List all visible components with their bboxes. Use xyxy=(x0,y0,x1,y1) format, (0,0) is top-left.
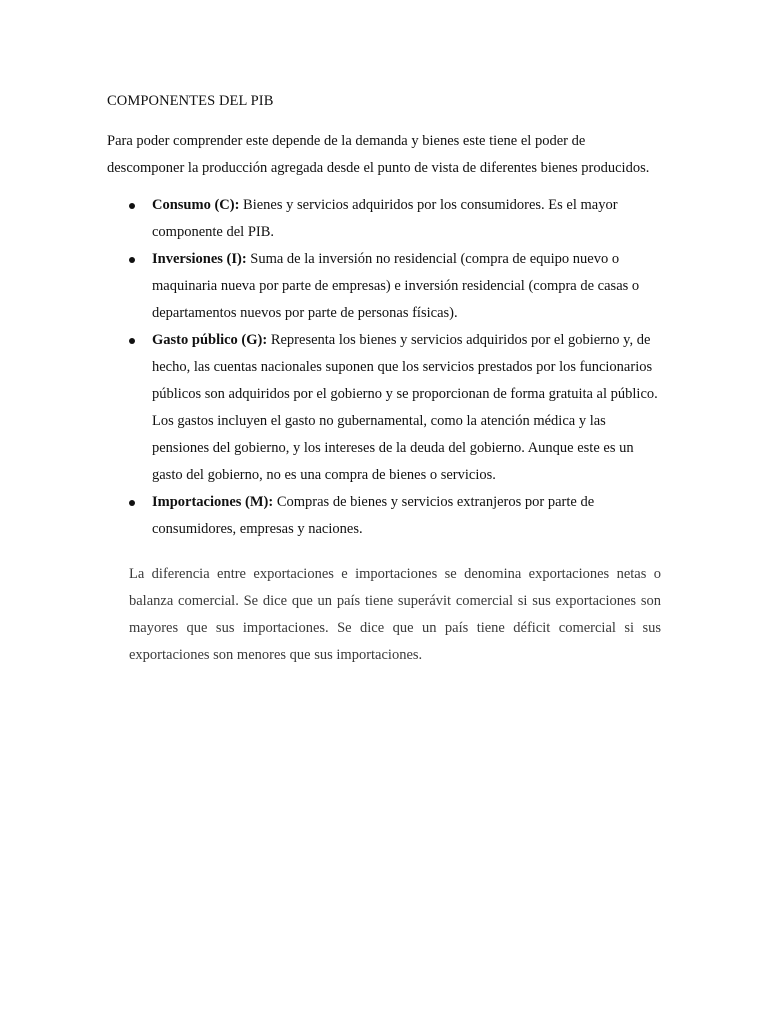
document-page xyxy=(107,90,663,669)
bullet-term: Gasto público (G): xyxy=(152,332,268,348)
bullet-text: Compras de bienes y servicios extranjeros por parte de consumidores, empresas y naciones. xyxy=(152,494,595,537)
bullet-text: Suma de la inversión no residencial (compra de equipo nuevo o maquinaria nueva por parte de empresas) e inversión residencial (compra de casas o departamentos nuevos por parte de personas físicas). xyxy=(152,251,640,321)
components-list xyxy=(107,192,663,543)
bullet-icon xyxy=(129,338,135,344)
bullet-icon xyxy=(129,257,135,263)
closing-paragraph: La diferencia entre exportaciones e importaciones se denomina exportaciones netas o balanza comercial. Se dice que un país tiene superávit comercial si sus exportaciones son mayores que sus importaciones. Se dice que un país tiene déficit comercial si sus exportaciones son menores que sus importaciones. xyxy=(129,566,661,663)
list-item xyxy=(107,192,663,246)
bullet-icon xyxy=(129,203,135,209)
list-item xyxy=(107,489,663,543)
bullet-term: Inversiones (I): xyxy=(152,251,247,267)
bullet-term: Consumo (C): xyxy=(152,197,240,213)
list-item xyxy=(107,246,663,327)
bullet-icon xyxy=(129,500,135,506)
document-title: COMPONENTES DEL PIB xyxy=(107,93,274,109)
list-item xyxy=(107,327,663,489)
bullet-text: Representa los bienes y servicios adquiridos por el gobierno y, de hecho, las cuentas nacionales suponen que los servicios prestados por los funcionarios públicos son adquiridos por el gobierno y se proporcionan de forma gratuita al público. Los gastos incluyen el gasto no gubernamental, como la atención médica y las pensiones del gobierno, y los intereses de la deuda del gobierno. Aunque este es un gasto del gobierno, no es una compra de bienes o servicios. xyxy=(152,332,658,483)
bullet-text: Bienes y servicios adquiridos por los consumidores. Es el mayor componente del PIB. xyxy=(152,197,618,240)
intro-paragraph: Para poder comprender este depende de la demanda y bienes este tiene el poder de descomponer la producción agregada desde el punto de vista de diferentes bienes producidos. xyxy=(107,133,650,176)
bullet-term: Importaciones (M): xyxy=(152,494,274,510)
